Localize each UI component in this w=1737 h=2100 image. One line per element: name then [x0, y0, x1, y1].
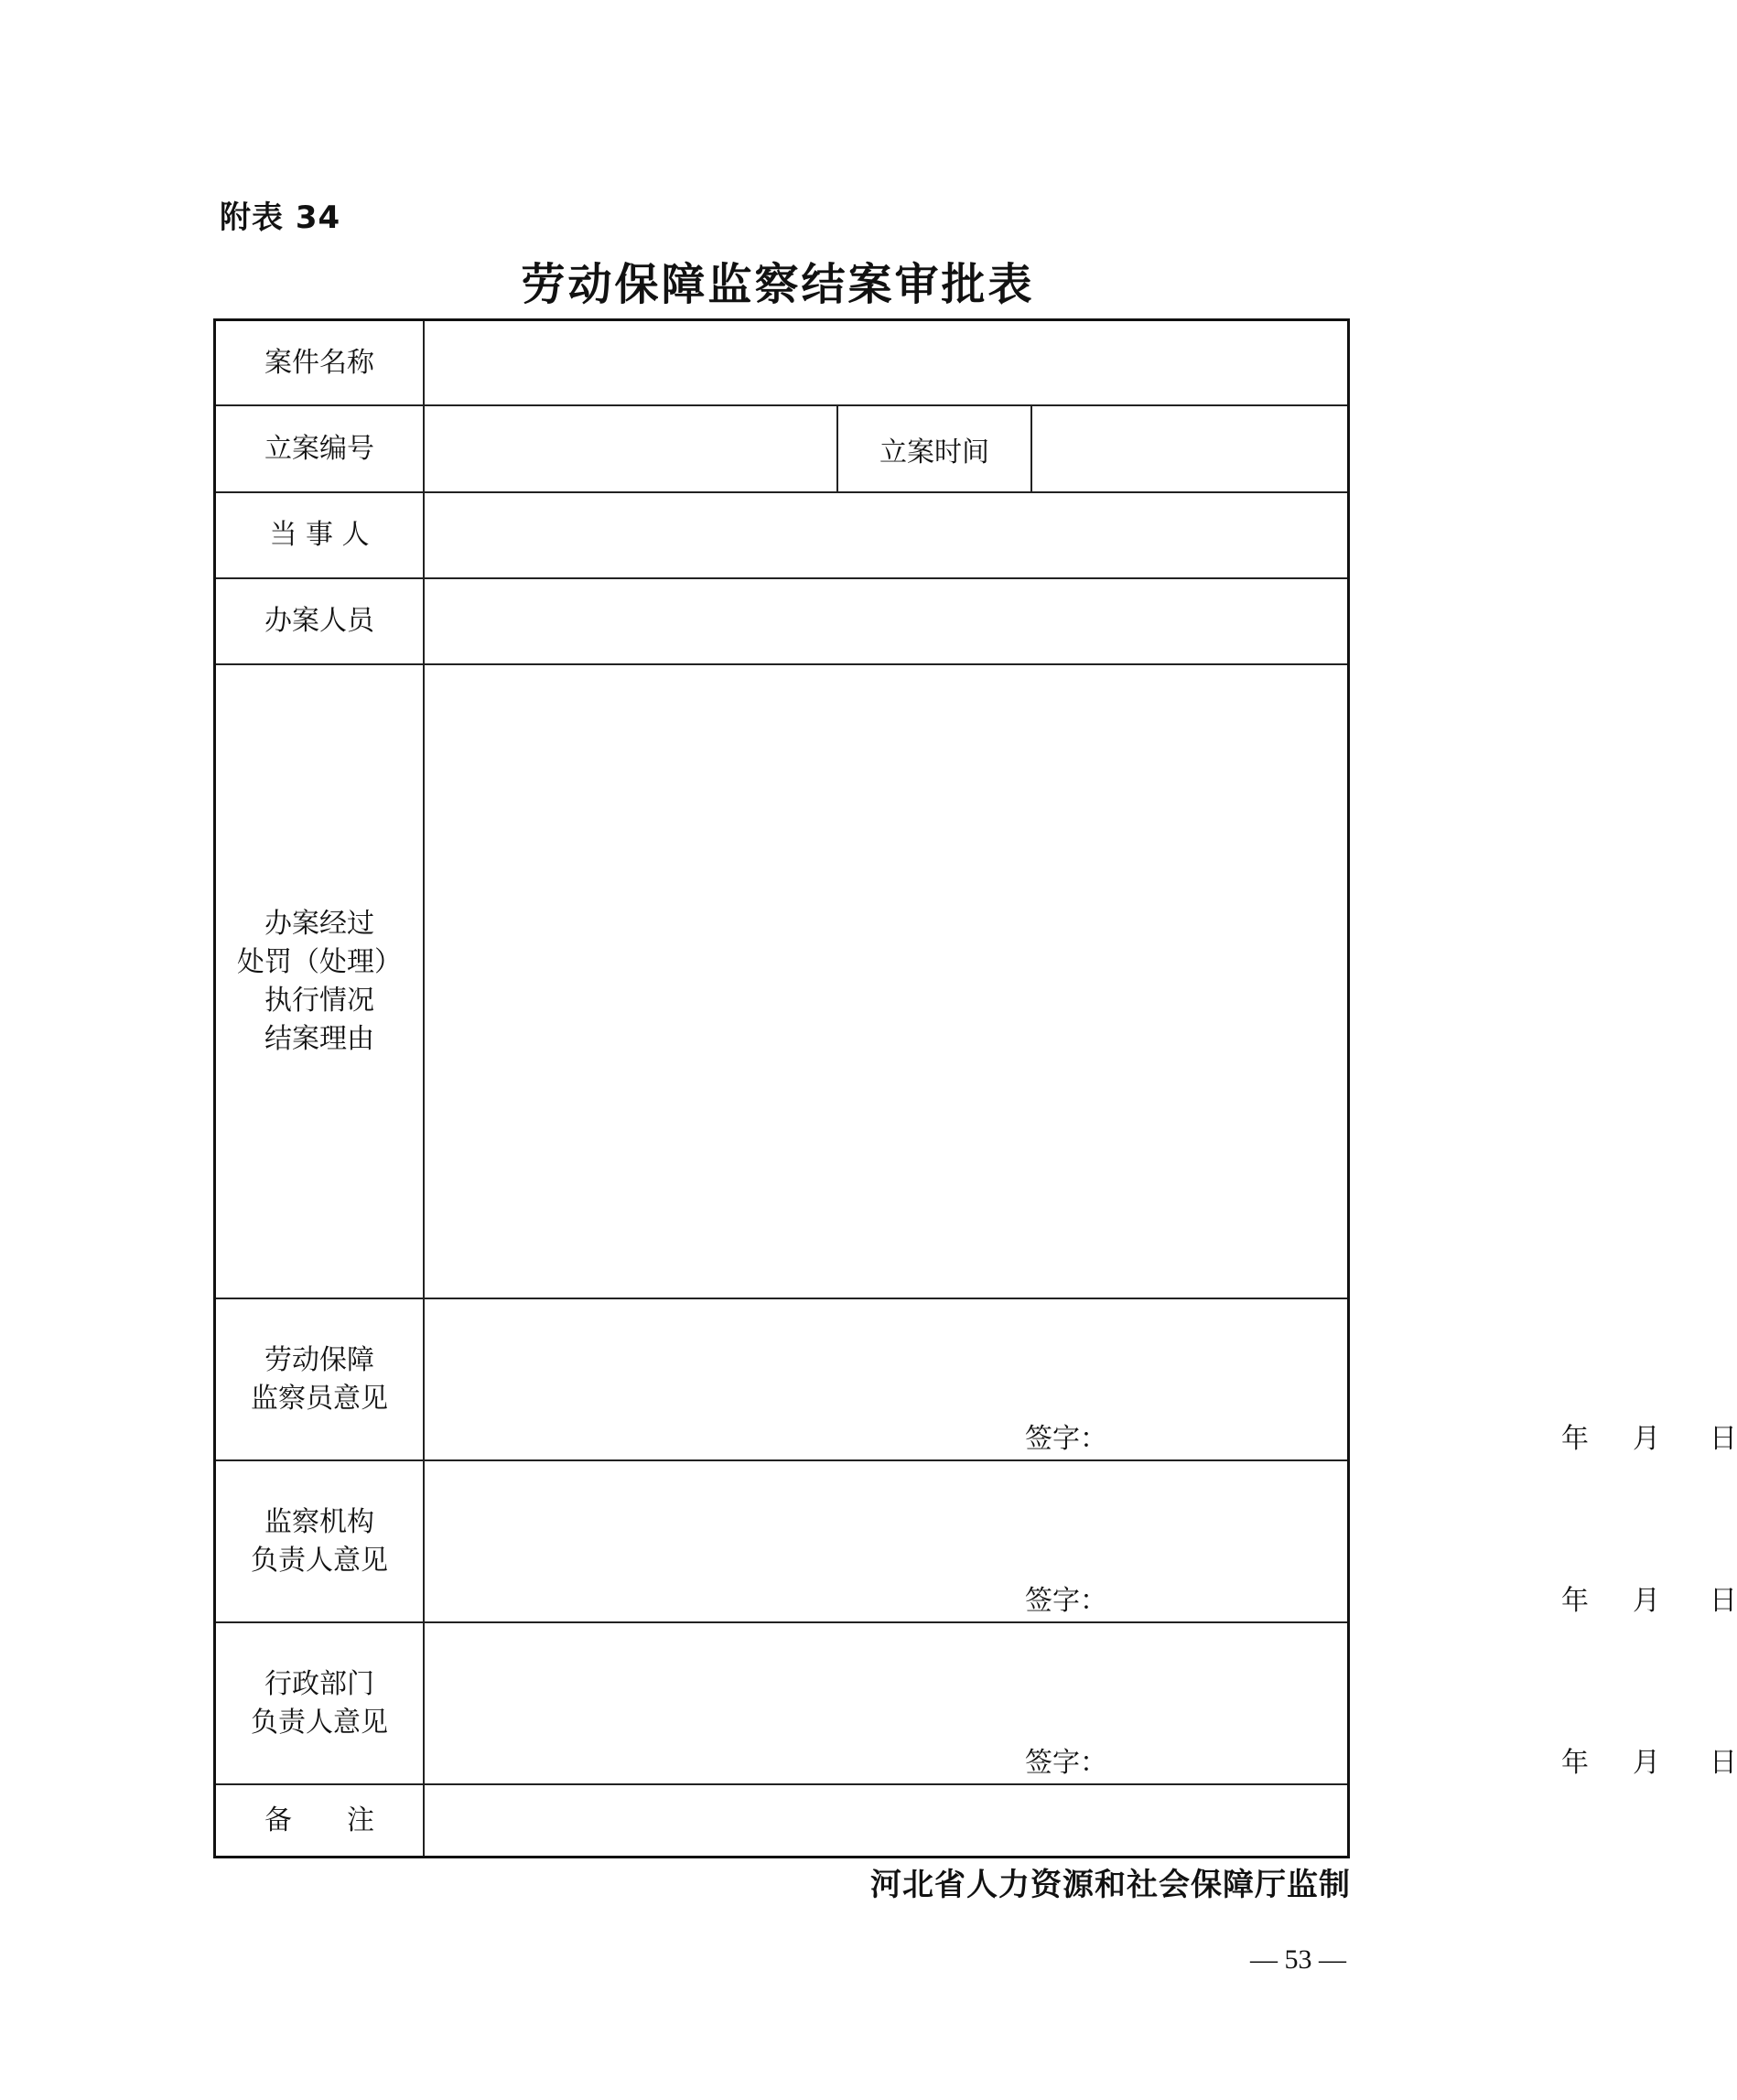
label-filing-time: 立案时间: [838, 406, 1032, 491]
case-name-field[interactable]: [425, 321, 1347, 404]
label-line: 处罚（处理）: [237, 945, 402, 978]
label-agency-opinion: [216, 1461, 425, 1621]
handlers-field[interactable]: [425, 579, 1347, 663]
label-case-number: 立案编号: [216, 406, 425, 491]
month-label: 月: [1633, 1423, 1660, 1455]
label-line: 办案经过: [264, 907, 374, 940]
row-department-opinion: [216, 1623, 1737, 1785]
case-process-field[interactable]: [425, 665, 1347, 1298]
label-line: 劳动保障: [264, 1343, 374, 1376]
month-label: 月: [1633, 1585, 1660, 1617]
label-line: 执行情况: [264, 984, 374, 1017]
signature-label: 签字：: [1025, 1747, 1107, 1779]
filing-time-field[interactable]: [1032, 406, 1347, 491]
month-label: 月: [1633, 1747, 1660, 1779]
label-line: 结案理由: [264, 1022, 374, 1055]
day-label: 日: [1710, 1747, 1737, 1779]
year-label: 年: [1561, 1423, 1589, 1455]
label-party: 当 事 人: [216, 493, 425, 577]
signature-label: 签字：: [1025, 1585, 1107, 1617]
row-case-number: [216, 406, 1347, 493]
row-remarks: [216, 1785, 1347, 1856]
agency-opinion-field[interactable]: [425, 1461, 1737, 1621]
label-line: 监察机构: [264, 1505, 374, 1538]
row-inspector-opinion: [216, 1299, 1737, 1461]
issuer-note: 河北省人力资源和社会保障厅监制: [870, 1867, 1351, 1903]
day-label: 日: [1710, 1585, 1737, 1617]
label-line: 负责人意见: [251, 1544, 388, 1577]
row-party: [216, 493, 1347, 579]
department-opinion-field[interactable]: [425, 1623, 1737, 1783]
form-title: 劳动保障监察结案审批表: [521, 259, 1035, 310]
row-handlers: [216, 579, 1347, 665]
label-department-opinion: [216, 1623, 425, 1783]
page-number: — 53 —: [1250, 1944, 1346, 1975]
row-agency-opinion: [216, 1461, 1737, 1623]
year-label: 年: [1561, 1585, 1589, 1617]
row-case-process: [216, 665, 1347, 1299]
appendix-label: 附表 34: [220, 199, 341, 236]
label-case-name: 案件名称: [216, 321, 425, 404]
inspector-opinion-field[interactable]: [425, 1299, 1737, 1459]
label-line: 监察员意见: [251, 1382, 388, 1415]
remarks-field[interactable]: [425, 1785, 1347, 1856]
label-inspector-opinion: [216, 1299, 425, 1459]
label-handlers: 办案人员: [216, 579, 425, 663]
year-label: 年: [1561, 1747, 1589, 1779]
label-line: 负责人意见: [251, 1706, 388, 1739]
signature-label: 签字：: [1025, 1423, 1107, 1455]
case-number-field[interactable]: [425, 406, 838, 491]
party-field[interactable]: [425, 493, 1347, 577]
row-case-name: [216, 321, 1347, 406]
label-line: 行政部门: [264, 1667, 374, 1700]
label-remarks: 备 注: [216, 1785, 425, 1856]
approval-form-table: [213, 318, 1737, 1858]
day-label: 日: [1710, 1423, 1737, 1455]
label-case-process: [216, 665, 425, 1298]
